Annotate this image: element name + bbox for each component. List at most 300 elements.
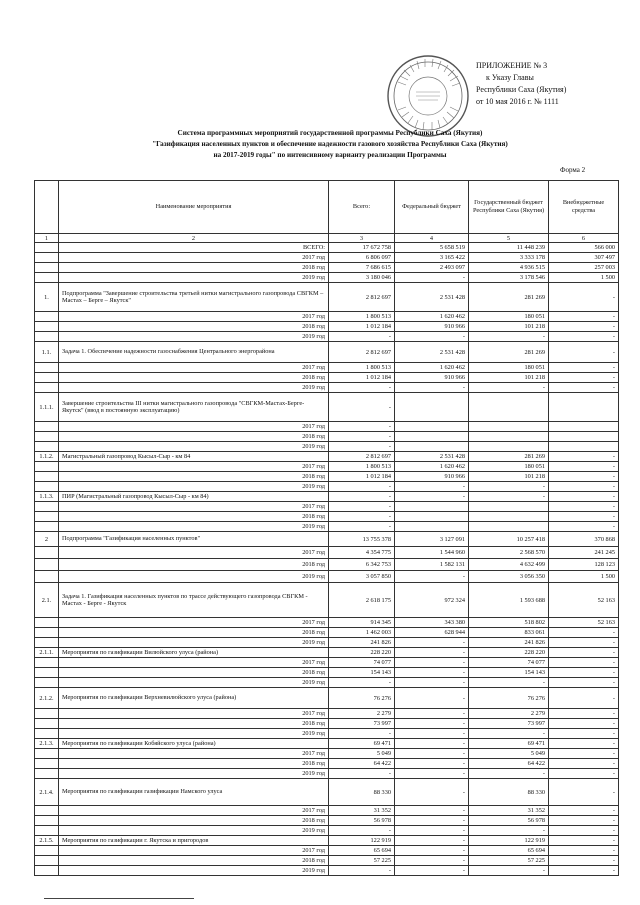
row-total: 88 330 [329,779,395,806]
row-federal [395,422,469,432]
row-federal: - [395,719,469,729]
row-number [35,462,59,472]
row-republic: 69 471 [469,739,549,749]
row-republic [469,432,549,442]
row-name: 2018 год [59,816,329,826]
table-row-year [35,866,619,876]
row-name: 2018 год [59,628,329,638]
row-name: Подпрограмма "Газификация населенных пунктов" [59,532,329,547]
row-republic [469,522,549,532]
row-name: 2017 год [59,749,329,759]
row-extrabudget: 52 163 [549,583,619,618]
row-name: 2019 год [59,571,329,583]
table-row-year [35,571,619,583]
row-federal: 3 165 422 [395,253,469,263]
table-row-year [35,547,619,559]
table-row-year [35,658,619,668]
row-name: 2018 год [59,668,329,678]
table-row-year [35,729,619,739]
table-row-year [35,806,619,816]
table-row-measure [35,283,619,312]
row-extrabudget: - [549,373,619,383]
row-extrabudget: 566 000 [549,243,619,253]
row-extrabudget: - [549,492,619,502]
table-row-year [35,678,619,688]
table-row-year [35,322,619,332]
row-extrabudget: - [549,322,619,332]
row-name: 2019 год [59,442,329,452]
header-republic: Государственный бюджет Республики Саха (Якутия) [469,181,549,234]
row-number [35,638,59,648]
row-total: - [329,512,395,522]
row-republic: - [469,678,549,688]
row-federal: - [395,648,469,658]
row-total: 154 143 [329,668,395,678]
table-row-year [35,263,619,273]
row-number [35,547,59,559]
document-title [100,128,560,161]
row-name: 2018 год [59,373,329,383]
row-total: 69 471 [329,739,395,749]
official-seal-stamp [386,54,470,138]
row-name: 2017 год [59,253,329,263]
row-total: - [329,522,395,532]
row-total: 1 800 513 [329,363,395,373]
row-number [35,332,59,342]
row-number: 2.1.1. [35,648,59,658]
row-extrabudget: - [549,749,619,759]
row-name: Задача 1. Обеспечение надежности газоснабжения Центрального энергорайона [59,342,329,363]
row-federal: - [395,492,469,502]
row-total: - [329,332,395,342]
row-number [35,422,59,432]
row-federal: 2 531 428 [395,452,469,462]
header-num [35,181,59,234]
row-name: Подпрограмма "Завершение строительства третьей нитки магистрального газопровода СВГКМ – Мастах – Берге – Якутск" [59,283,329,312]
row-republic: 57 225 [469,856,549,866]
row-federal: - [395,759,469,769]
row-name: 2017 год [59,502,329,512]
row-republic: 122 919 [469,836,549,846]
row-name: 2017 год [59,547,329,559]
row-name: 2017 год [59,846,329,856]
row-extrabudget: - [549,482,619,492]
row-number [35,363,59,373]
table-row-measure [35,583,619,618]
row-extrabudget: - [549,709,619,719]
row-federal: - [395,729,469,739]
row-name: 2018 год [59,559,329,571]
row-republic: 3 333 178 [469,253,549,263]
row-federal [395,522,469,532]
table-row-year [35,668,619,678]
row-total: 228 220 [329,648,395,658]
row-extrabudget: - [549,729,619,739]
row-federal: - [395,846,469,856]
row-number [35,273,59,283]
title-line: на 2017-2019 годы" по интенсивному варианту реализации Программы [213,151,447,159]
row-name: 2017 год [59,618,329,628]
row-republic: 180 051 [469,363,549,373]
row-total: 57 225 [329,856,395,866]
table-row-year [35,482,619,492]
row-federal [395,393,469,422]
row-number [35,571,59,583]
row-federal: 1 544 960 [395,547,469,559]
table-header-row [35,181,619,234]
row-total: - [329,729,395,739]
row-name: 2019 год [59,769,329,779]
row-federal: 910 966 [395,373,469,383]
row-total: - [329,432,395,442]
row-number [35,442,59,452]
row-total: - [329,393,395,422]
row-federal: 910 966 [395,472,469,482]
row-number [35,253,59,263]
row-federal: - [395,658,469,668]
row-total: 4 354 775 [329,547,395,559]
row-republic: - [469,826,549,836]
table-row-year [35,273,619,283]
row-extrabudget: - [549,502,619,512]
row-federal: 3 127 091 [395,532,469,547]
row-extrabudget: - [549,452,619,462]
row-extrabudget: - [549,512,619,522]
row-republic: 154 143 [469,668,549,678]
program-measures-table [34,180,619,876]
row-federal: - [395,482,469,492]
col-number: 3 [329,234,395,243]
table-row-year [35,522,619,532]
row-total: 3 057 850 [329,571,395,583]
table-row-year [35,432,619,442]
row-total: 17 672 758 [329,243,395,253]
row-republic: 101 218 [469,322,549,332]
row-number [35,759,59,769]
row-extrabudget: 1 500 [549,273,619,283]
row-name: 2017 год [59,462,329,472]
table-row-measure [35,342,619,363]
row-name: Завершение строительства III нитки магистрального газопровода "СВГКМ-Мастах-Берге-Якутск" (ввод в постоянную эксплуатацию) [59,393,329,422]
row-number: 2.1.4. [35,779,59,806]
row-number [35,322,59,332]
row-number: 1.1. [35,342,59,363]
row-name: 2018 год [59,856,329,866]
row-republic [469,422,549,432]
row-federal: - [395,836,469,846]
table-row-year [35,312,619,322]
row-republic: 101 218 [469,373,549,383]
title-line: "Газификация населенных пунктов и обеспечение надежности газового хозяйства Республики Саха (Якутия) [152,140,508,148]
row-total: 1 462 003 [329,628,395,638]
row-federal: - [395,332,469,342]
table-row-year [35,512,619,522]
footer-rule [44,898,194,899]
row-republic: - [469,729,549,739]
row-name: 2017 год [59,806,329,816]
row-extrabudget: 241 245 [549,547,619,559]
row-extrabudget: - [549,806,619,816]
table-row-year [35,846,619,856]
row-extrabudget [549,432,619,442]
row-republic: 76 276 [469,688,549,709]
table-row-year [35,638,619,648]
row-name: 2019 год [59,638,329,648]
row-republic: 2 568 570 [469,547,549,559]
row-number [35,678,59,688]
row-federal: 1 620 462 [395,363,469,373]
row-extrabudget: - [549,332,619,342]
title-line: Система программных мероприятий государственной программы Республики Саха (Якутия) [177,129,483,137]
table-row-year [35,816,619,826]
row-number [35,729,59,739]
row-extrabudget: - [549,856,619,866]
row-name: 2019 год [59,866,329,876]
table-row-year [35,363,619,373]
table-row-measure [35,779,619,806]
row-federal [395,432,469,442]
row-extrabudget: - [549,668,619,678]
row-federal: - [395,638,469,648]
row-federal: 1 582 131 [395,559,469,571]
row-extrabudget: - [549,719,619,729]
row-number: 1.1.3. [35,492,59,502]
row-total: 1 012 184 [329,472,395,482]
row-extrabudget: 307 497 [549,253,619,263]
row-name: 2018 год [59,472,329,482]
row-number [35,512,59,522]
table-body [35,243,619,876]
table-row-year [35,618,619,628]
appendix-line: к Указу Главы [486,73,534,82]
row-extrabudget: 52 163 [549,618,619,628]
table-row-year [35,442,619,452]
row-number [35,658,59,668]
row-total: 2 279 [329,709,395,719]
row-extrabudget: - [549,363,619,373]
row-total: 64 422 [329,759,395,769]
row-extrabudget [549,442,619,452]
row-number [35,373,59,383]
row-name: Мероприятия по газификации г. Якутска и пригородов [59,836,329,846]
row-republic: 56 978 [469,816,549,826]
col-number: 2 [59,234,329,243]
table-row-year [35,253,619,263]
row-federal: 2 493 097 [395,263,469,273]
row-federal: - [395,383,469,393]
row-number: 1.1.1. [35,393,59,422]
row-republic: 64 422 [469,759,549,769]
row-republic: 3 056 350 [469,571,549,583]
row-republic: - [469,769,549,779]
table-row-measure [35,532,619,547]
row-total: - [329,422,395,432]
table-row-measure [35,688,619,709]
col-number: 6 [549,234,619,243]
row-extrabudget: 370 868 [549,532,619,547]
table-row-year [35,462,619,472]
row-federal: 2 531 428 [395,342,469,363]
row-republic: 518 802 [469,618,549,628]
row-number [35,263,59,273]
row-name: 2017 год [59,709,329,719]
row-number [35,243,59,253]
row-republic: 5 049 [469,749,549,759]
row-republic: - [469,492,549,502]
row-total: - [329,502,395,512]
row-name: 2017 год [59,658,329,668]
row-total: 1 012 184 [329,322,395,332]
row-republic [469,502,549,512]
row-federal: - [395,749,469,759]
table-row-year [35,422,619,432]
form-label: Форма 2 [560,166,586,174]
row-republic: - [469,866,549,876]
row-federal: 5 658 519 [395,243,469,253]
table-row-year [35,628,619,638]
row-federal: - [395,769,469,779]
row-number [35,806,59,816]
table-row-measure [35,836,619,846]
row-federal: - [395,856,469,866]
row-name: Мероприятия по газификации Верхневилюйского улуса (района) [59,688,329,709]
row-republic: 11 448 239 [469,243,549,253]
row-total: 122 919 [329,836,395,846]
row-extrabudget: - [549,658,619,668]
row-federal: - [395,779,469,806]
row-republic: 10 257 418 [469,532,549,547]
row-republic: 241 826 [469,638,549,648]
row-republic: 101 218 [469,472,549,482]
row-republic [469,442,549,452]
row-name: 2017 год [59,422,329,432]
row-total: - [329,383,395,393]
row-name: ВСЕГО: [59,243,329,253]
row-federal: - [395,668,469,678]
row-republic: 3 178 546 [469,273,549,283]
row-republic: 4 936 515 [469,263,549,273]
row-federal: - [395,571,469,583]
row-federal: - [395,273,469,283]
row-name: 2019 год [59,332,329,342]
row-number [35,719,59,729]
row-federal: 628 944 [395,628,469,638]
row-extrabudget [549,393,619,422]
row-republic: 88 330 [469,779,549,806]
row-extrabudget: - [549,759,619,769]
row-name: 2019 год [59,826,329,836]
row-name: 2018 год [59,759,329,769]
row-number: 2 [35,532,59,547]
row-republic: 74 077 [469,658,549,668]
row-federal: - [395,739,469,749]
row-name: 2019 год [59,383,329,393]
row-republic: 31 352 [469,806,549,816]
row-extrabudget: - [549,462,619,472]
row-extrabudget: - [549,312,619,322]
row-total: 7 686 615 [329,263,395,273]
row-federal: 2 531 428 [395,283,469,312]
row-total: 74 077 [329,658,395,668]
table-row-year [35,502,619,512]
row-extrabudget: - [549,283,619,312]
row-republic: - [469,482,549,492]
row-total: - [329,482,395,492]
row-number [35,769,59,779]
row-extrabudget: 257 003 [549,263,619,273]
row-extrabudget [549,422,619,432]
row-federal [395,512,469,522]
row-federal [395,502,469,512]
row-total: 914 345 [329,618,395,628]
row-name: 2018 год [59,322,329,332]
table-row-measure [35,452,619,462]
appendix-line: Республики Саха (Якутия) [476,85,567,94]
row-extrabudget: - [549,769,619,779]
table-row-year [35,749,619,759]
row-name: ПИР (Магистральный газопровод Кысыл-Сыр - км 84) [59,492,329,502]
row-name: 2018 год [59,432,329,442]
row-extrabudget: - [549,816,619,826]
header-name: Наименование мероприятия [59,181,329,234]
row-total: 1 012 184 [329,373,395,383]
row-extrabudget: - [549,739,619,749]
row-republic: 281 269 [469,283,549,312]
row-number [35,668,59,678]
row-federal: - [395,816,469,826]
row-republic: 65 694 [469,846,549,856]
row-extrabudget: - [549,628,619,638]
appendix-block [476,60,626,108]
column-number-row [35,234,619,243]
appendix-line: от 10 мая 2016 г. № 1111 [476,97,559,106]
row-federal: - [395,806,469,816]
table-row-year [35,759,619,769]
row-number: 1. [35,283,59,312]
col-number: 4 [395,234,469,243]
row-total: - [329,866,395,876]
row-number [35,846,59,856]
row-extrabudget: - [549,688,619,709]
row-number [35,628,59,638]
row-extrabudget: - [549,648,619,658]
row-total: 56 978 [329,816,395,826]
row-name: Мероприятия по газификации Кобяйского улуса (района) [59,739,329,749]
row-name: 2019 год [59,678,329,688]
row-name: 2019 год [59,273,329,283]
row-total: - [329,492,395,502]
row-number [35,312,59,322]
row-extrabudget: - [549,866,619,876]
row-republic: 281 269 [469,452,549,462]
row-extrabudget: - [549,779,619,806]
row-republic [469,512,549,522]
row-number [35,522,59,532]
row-federal: 343 380 [395,618,469,628]
row-total: 1 800 513 [329,462,395,472]
row-name: 2017 год [59,312,329,322]
row-extrabudget: - [549,383,619,393]
row-total: 31 352 [329,806,395,816]
row-total: 76 276 [329,688,395,709]
row-extrabudget: - [549,836,619,846]
row-republic [469,393,549,422]
row-federal [395,442,469,452]
row-number: 2.1. [35,583,59,618]
table-row-year [35,719,619,729]
table-row-year [35,243,619,253]
row-extrabudget: - [549,472,619,482]
